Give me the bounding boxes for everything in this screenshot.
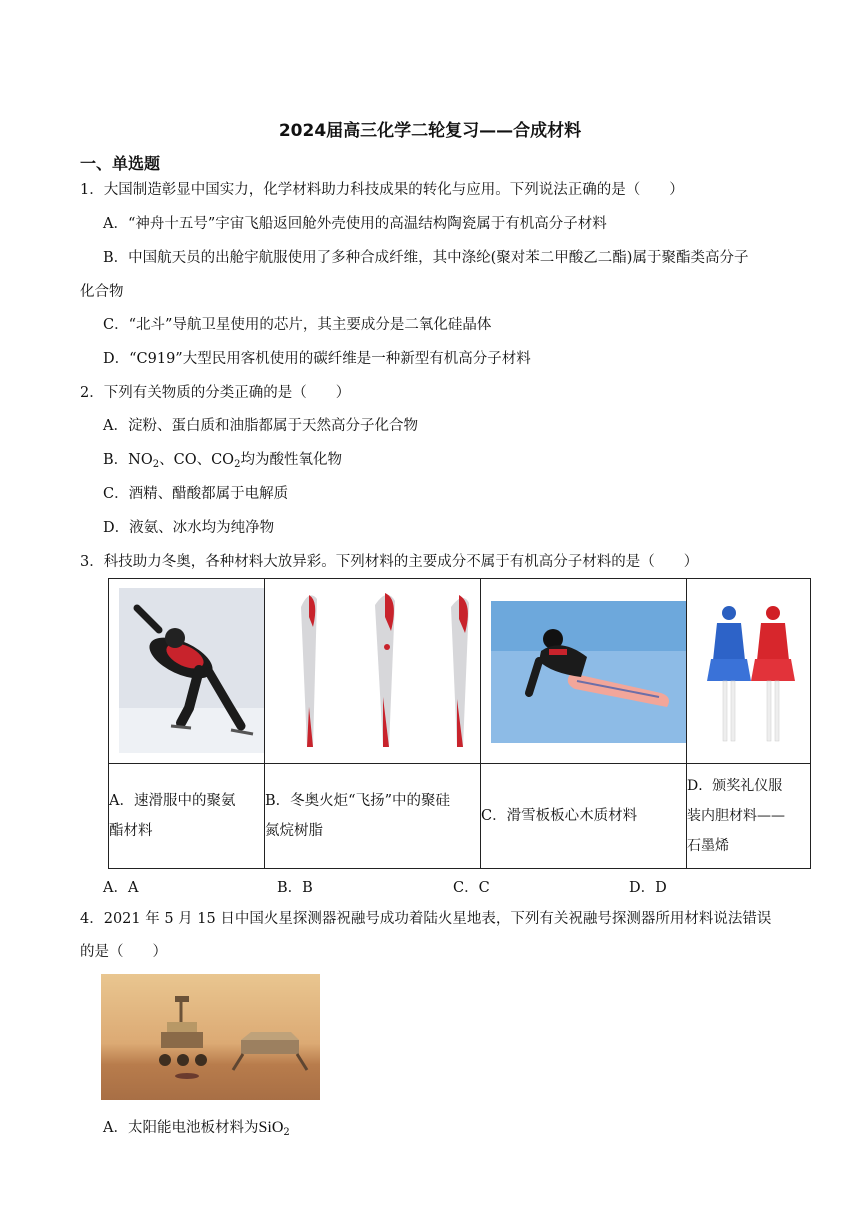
question-3-answer-b: B．B <box>277 880 313 896</box>
torch-image-cell <box>265 579 481 764</box>
question-4-option-a: A．太阳能电池板材料为SiO$_2$ <box>103 1119 290 1138</box>
question-1-option-d: D．“C919”大型民用客机使用的碳纤维是一种新型有机高分子材料 <box>103 351 531 367</box>
question-4-stem: 4．2021 年 5 月 15 日中国火星探测器祝融号成功着陆火星地表，下列有关祝融号探测器所用材料说法错误 <box>80 911 772 927</box>
question-1-stem: 1．大国制造彰显中国实力，化学材料助力科技成果的转化与应用。下列说法正确的是（ ） <box>80 182 684 198</box>
question-2-stem: 2．下列有关物质的分类正确的是（ ） <box>80 385 351 401</box>
snowboarder-image <box>491 601 686 743</box>
question-2-option-a: A．淀粉、蛋白质和油脂都属于天然高分子化合物 <box>103 418 418 434</box>
question-1-option-c: C．“北斗”导航卫星使用的芯片，其主要成分是二氧化硅晶体 <box>103 317 492 333</box>
question-2-option-c: C．酒精、醋酸都属于电解质 <box>103 486 289 502</box>
question-3-answer-d: D．D <box>629 880 667 896</box>
question-3-answer-a: A．A <box>103 880 139 896</box>
question-1-option-b: B．中国航天员的出舱宇航服使用了多种合成纤维，其中涤纶(聚对苯二甲酸乙二酯)属于聚酯类高分子 <box>103 250 749 266</box>
question-2-option-d: D．液氨、冰水均为纯净物 <box>103 520 275 536</box>
caption-c: C．滑雪板板心木质材料 <box>481 764 687 869</box>
speed-skater-image <box>119 588 264 753</box>
olympic-torch-image <box>279 587 479 755</box>
ceremony-dress-image-cell <box>687 579 811 764</box>
question-4-stem-cont: 的是（ ） <box>80 944 167 960</box>
question-1-option-a: A．“神舟十五号”宇宙飞船返回舱外壳使用的高温结构陶瓷属于有机高分子材料 <box>103 216 607 232</box>
page-title: 2024届高三化学二轮复习——合成材料 <box>278 121 582 141</box>
question-2-option-b: B．$NO_2$、CO、$CO_2$均为酸性氧化物 <box>103 452 342 470</box>
question-3-answer-c: C．C <box>453 880 490 896</box>
snowboard-image-cell <box>481 579 687 764</box>
question-1-option-b-cont: 化合物 <box>80 284 124 300</box>
caption-b: B．冬奥火炬“飞扬”中的聚硅 氮烷树脂 <box>265 764 481 869</box>
question-3-stem: 3．科技助力冬奥，各种材料大放异彩。下列材料的主要成分不属于有机高分子材料的是（ ） <box>80 554 699 570</box>
ceremony-dress-image <box>701 599 801 751</box>
question-3-image-table <box>108 578 811 869</box>
mars-rover-drawing <box>101 974 320 1100</box>
caption-d: D．颁奖礼仪服 装内胆材料—— 石墨烯 <box>687 764 811 869</box>
section-heading: 一、单选题 <box>80 154 161 173</box>
speed-skater-image-cell <box>109 579 265 764</box>
mars-rover-image <box>101 974 320 1100</box>
caption-a: A．速滑服中的聚氨 酯材料 <box>109 764 265 869</box>
